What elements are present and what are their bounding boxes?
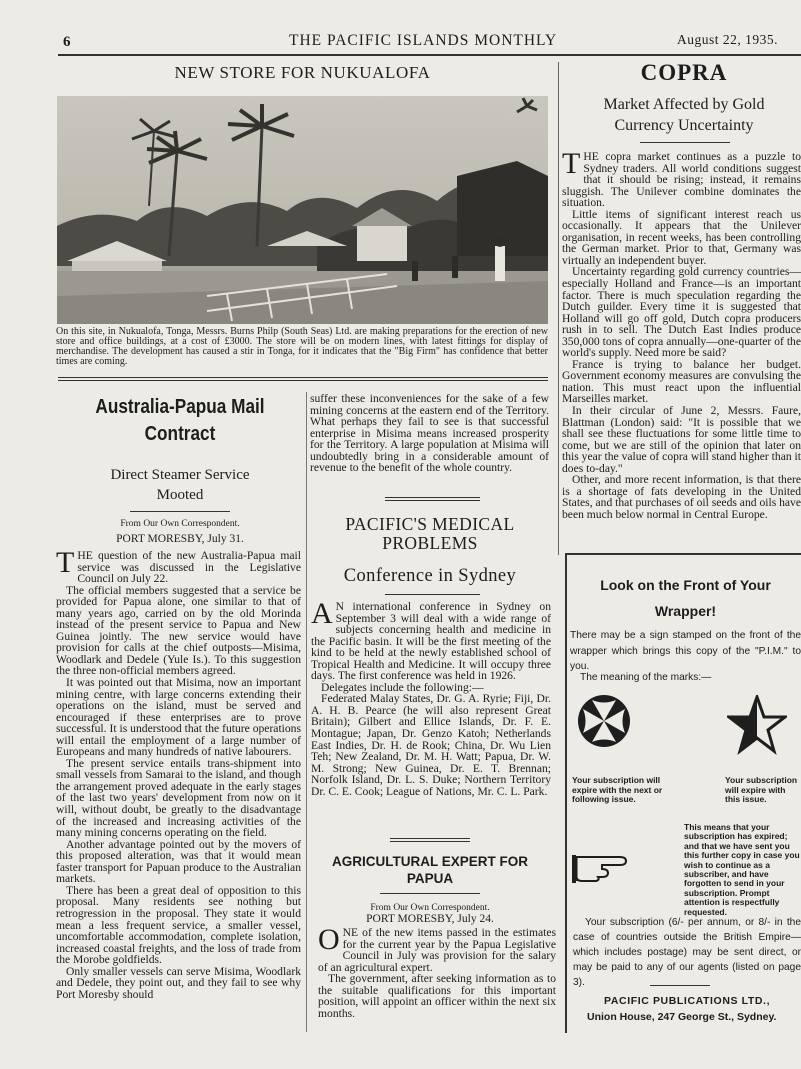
agri-rule bbox=[380, 893, 480, 894]
copra-rule bbox=[640, 142, 730, 143]
mail-dropcap: T bbox=[56, 546, 75, 579]
wrapper-meaning: The meaning of the marks:— bbox=[580, 672, 712, 683]
wrapper-rule bbox=[650, 985, 710, 986]
publisher-address: Union House, 247 George St., Sydney. bbox=[587, 1011, 777, 1023]
masthead-rule bbox=[58, 54, 801, 56]
medical-article: A N international conference in Sydney on September 3 will deal with a wide range of subjects concerning health and medicine in the Pacific basin. It will be the first meeting of the kind to be held at the newly established school of Tropical Health and Medicine. It will occupy three days. The first conference was held in 1926. Delegates include the following:— Federated Malay States, Dr. G. A. Ryrie; Fiji, Dr. A. H. B. Pearce (he will also represent Great Britain); Gilbert and Ellice Islands, Dr. F. E. Montague; Japan, Dr. Genzo Katoh; Netherlands East Indies, Dr. H. de Rook; China, Dr. Wu Lien Teh; New Zealand, Dr. M. H. Watt; Papua, Dr. W. M. Strong; New Guinea, Dr. E. T. Brennan; Norfolk Island, Dr. L. S. Duke; Northern Territory Dr. C. E. Cook; League of Nations, Mr. C. L. Park. bbox=[311, 597, 551, 798]
mail-rule bbox=[130, 511, 230, 512]
subscription-info: Your subscription (6/- per annum, or 8/- in the case of countries outside the British Empire—which includes postage) may be sent direct, or may be paid to any of our agents (listed on page 3). bbox=[573, 917, 801, 988]
medical-subhead: Conference in Sydney bbox=[343, 566, 517, 586]
medical-dropcap: A bbox=[311, 597, 333, 630]
mail-byline: From Our Own Correspondent. bbox=[120, 519, 240, 529]
agri-dropcap: O bbox=[318, 923, 340, 956]
column-divider bbox=[558, 62, 559, 555]
agri-byline: From Our Own Correspondent. bbox=[370, 903, 490, 913]
agri-dateline: PORT MORESBY, July 24. bbox=[366, 913, 494, 925]
medical-headline-line2: PROBLEMS bbox=[382, 533, 478, 553]
section-rule bbox=[58, 380, 548, 381]
mail-headline-line1: Australia-Papua Mail bbox=[95, 396, 265, 418]
hand-meaning: This means that your subscription has expired; and that we have sent you this further copy in case you wish to continue as a subscriber, and have forgotten to send in your subscription. Prompt attention is respectfully requested. bbox=[684, 822, 800, 917]
wrapper-intro: There may be a sign stamped on the front of the wrapper which brings this copy of the "P.I.M." to you. bbox=[570, 630, 801, 672]
issue-date: August 22, 1935. bbox=[677, 32, 779, 47]
section-rule bbox=[390, 841, 470, 842]
mail-dateline: PORT MORESBY, July 31. bbox=[116, 533, 244, 545]
wrapper-box-left bbox=[565, 553, 567, 1033]
page-number: 6 bbox=[63, 34, 71, 50]
section-rule bbox=[385, 500, 480, 501]
wrapper-box-top bbox=[565, 553, 801, 555]
section-rule bbox=[58, 377, 548, 378]
copra-subhead-line1: Market Affected by Gold bbox=[603, 96, 765, 113]
mail-subhead-line1: Direct Steamer Service bbox=[110, 467, 250, 483]
nukualofa-photo bbox=[57, 96, 548, 324]
maltese-cross-icon bbox=[576, 693, 632, 749]
star-icon bbox=[727, 695, 787, 755]
wrapper-headline-line1: Look on the Front of Your bbox=[600, 577, 771, 593]
copra-subhead-line2: Currency Uncertainty bbox=[614, 117, 754, 134]
section-rule bbox=[390, 838, 470, 839]
agri-headline-line2: PAPUA bbox=[406, 871, 454, 886]
publisher-name: PACIFIC PUBLICATIONS LTD., bbox=[604, 995, 771, 1007]
agri-headline-line1: AGRICULTURAL EXPERT FOR bbox=[331, 854, 528, 869]
mail-article: THE question of the new Australia-Papua mail service was discussed in the Legislative Council on July 22. The official members suggested that a service be provided for Papua alone, one similar to that of many years ago, carried on by the old Morinda instead of the present service to Papua and New Guinea jointly. The new service would have provision for calls at the chief outposts—Misima, Woodlark and Dedele (Yule Is.). To this suggestion the three non-official members agreed. It was pointed out that Misima, now an important mining centre, with large concerns extending their operations on the island, must be served and encouraged if these enterprises are to prove successful. It is understood that the future operations will entail the employment of a large number of Europeans and many hundreds of native labourers. The present service entails trans-shipment into small vessels from Samarai to the island, and though the arrangement proved adequate in the early stages of the last two years' development from now on it will, without doubt, be greatly to the disadvantage of the increased and increasing activities of the many mining concerns operating on the field. Another advantage pointed out by the movers of this proposed alteration, was that it would mean faster transport for Papuan produce to the Australian markets. There has been a great deal of opposition to this proposal. Many residents see nothing but retrogression in the proposal. They state it would mean a less frequent service, a smaller vessel, uncomfortable accommodation, complete isolation, increased coastal freights, and the loss of trade from the Morobe goldfields. Only smaller vessels can serve Misima, Woodlark and Dedele, they point out, and they fail to see why Port Moresby should bbox=[56, 546, 301, 1001]
copra-article: THE copra market continues as a puzzle to Sydney traders. All world conditions suggest that it should be rising; instead, it remains sluggish. The Unilever combine dominates the situation. Little items of significant interest reach us occasionally. It appears that the Unilever organisation, in recent weeks, has been controlling the German market. Prior to that, Germany was virtually an independent buyer. Uncertainty regarding gold currency countries—especially Holland and France—is an important factor. There is much speculation regarding the Dutch guilder. Every time it is suggested that Holland will go off gold, Dutch copra producers rush in to sell. The Dutch East Indies produce 350,000 tons of copra annually—one-quarter of the world's supply. Need more be said? France is trying to balance her budget. Government economy measures are convulsing the nation. This must react upon the influential Marseilles market. In their circular of June 2, Messrs. Faure, Blattman (London) said: "It is possible that we shall see these fluctuations for some little time to come, but we are still of the opinion that later on this year the value of copra will stand higher than it does to-day." Other, and more recent information, is that there is a shortage of fats developing in the United States, and that purchases of oil seeds and oils have been much below normal in Central Europe. bbox=[562, 147, 801, 521]
photo-caption: On this site, in Nukualofa, Tonga, Messrs. Burns Philp (South Seas) Ltd. are making preparations for the erection of new store and office buildings, at a cost of £3000. The store will be on modern lines, with latest fittings for display of merchandise. The development has caused a stir in Tonga, for it indicates that the "Big Firm" has confidence that better times are coming. bbox=[56, 326, 548, 367]
publication-title: THE PACIFIC ISLANDS MONTHLY bbox=[289, 32, 558, 49]
copra-headline: COPRA bbox=[640, 60, 728, 85]
mail-subhead-line2: Mooted bbox=[156, 487, 204, 503]
pointing-hand-icon bbox=[572, 843, 646, 883]
nukualofa-headline: NEW STORE FOR NUKUALOFA bbox=[174, 63, 431, 82]
mail-article-continued: suffer these inconveniences for the sake of a few mining concerns at the eastern end of the Territory. What perhaps they fail to see is that successful enterprise in Misima means increased prosperity for the Territory. A large population at Misima will undoubtedly bring in a considerable amount of revenue to the benefit of the whole country. bbox=[310, 392, 549, 475]
section-rule bbox=[385, 497, 480, 498]
agri-article: ONE of the new items passed in the estimates for the current year by the Papua Legislative Council in July was provision for the salary of an agricultural expert. The government, after seeking information as to the suitable qualifications for this important position, will appoint an officer within the next six months. bbox=[318, 923, 556, 1020]
star-meaning: Your subscription will expire with this issue. bbox=[725, 775, 798, 804]
copra-dropcap: T bbox=[562, 147, 581, 180]
cross-meaning: Your subscription will expire with the next or following issue. bbox=[572, 775, 663, 804]
wrapper-headline-line2: Wrapper! bbox=[654, 603, 717, 619]
mail-headline-line2: Contract bbox=[144, 423, 216, 445]
medical-rule bbox=[385, 594, 480, 595]
medical-headline-line1: PACIFIC'S MEDICAL bbox=[345, 514, 515, 534]
column-divider bbox=[306, 392, 307, 1032]
